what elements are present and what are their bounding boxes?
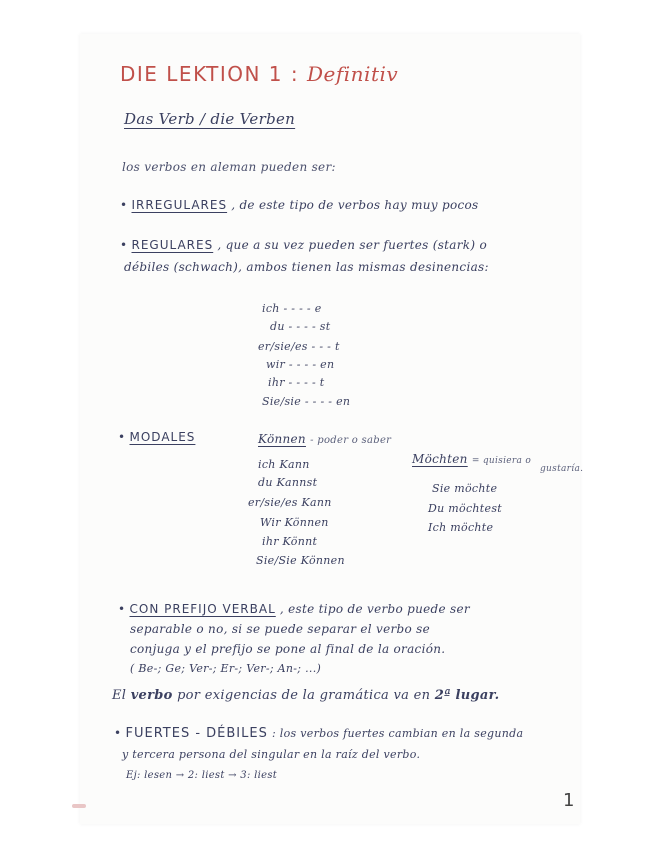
ending-sie: Sie/sie - - - - en [262, 395, 351, 408]
konnen-form-2: du Kannst [258, 476, 318, 489]
irregulares-heading: IRREGULARES [131, 198, 228, 212]
section-subtitle: Das Verb / die Verben [124, 110, 296, 128]
notebook-page [80, 34, 580, 824]
konnen-form-5: ihr Könnt [262, 535, 318, 548]
fuertes-line-3: Ej: lesen → 2: liest → 3: liest [126, 770, 278, 781]
konnen-form-3: er/sie/es Kann [248, 496, 332, 509]
konnen-form-1: ich Kann [258, 458, 310, 471]
regulares-line-1: • REGULARES , que a su vez pueden ser fuertes (stark) o [120, 238, 487, 252]
konnen-heading: Können [258, 432, 306, 446]
mochten-gloss-2: gustaría. [540, 464, 584, 474]
ending-wir: wir - - - - en [266, 358, 335, 371]
page-title [120, 62, 398, 86]
ending-ihr: ihr - - - - t [268, 376, 325, 389]
mochten-gloss: = quisiera o [471, 456, 532, 466]
regulares-line-2: débiles (schwach), ambos tienen las mismas desinencias: [124, 260, 489, 274]
modales-heading: MODALES [129, 430, 196, 444]
konnen-gloss: - poder o saber [310, 435, 392, 446]
konnen-form-4: Wir Können [260, 516, 329, 529]
prefijo-line-2: separable o no, si se puede separar el verbo se [130, 622, 431, 636]
ending-er: er/sie/es - - - t [258, 340, 340, 353]
modales-line: • MODALES [118, 430, 196, 444]
ending-du: du - - - - st [270, 320, 331, 333]
rule-text-d: 2ª lugar. [434, 688, 500, 703]
mochten-heading: Möchten [412, 452, 468, 466]
prefijo-line-4: ( Be-; Ge; Ver-; Er-; Ver-; An-; ...) [130, 662, 322, 675]
ending-ich: ich - - - - e [262, 302, 322, 315]
mochten-form-1: Sie möchte [432, 482, 498, 495]
konnen-form-6: Sie/Sie Können [256, 554, 345, 567]
prefijo-text-1: , este tipo de verbo puede ser [279, 602, 470, 616]
fuertes-text-1: : los verbos fuertes cambian en la segunda [271, 727, 524, 740]
prefijo-line-1: • CON PREFIJO VERBAL , este tipo de verbo puede ser [118, 602, 470, 616]
irregulares-line: • IRREGULARES , de este tipo de verbos hay muy pocos [120, 198, 479, 212]
title-topic: Definitiv [307, 62, 399, 86]
fuertes-heading: FUERTES - DÉBILES [125, 726, 268, 741]
konnen-heading-line [258, 432, 391, 446]
regulares-text-1: , que a su vez pueden ser fuertes (stark) o [217, 238, 487, 252]
ink-smudge [72, 804, 86, 808]
rule-text-b: verbo [130, 688, 173, 703]
regulares-heading: REGULARES [131, 238, 214, 252]
fuertes-line-1: • FUERTES - DÉBILES : los verbos fuertes cambian en la segunda [114, 726, 524, 741]
prefijo-line-3: conjuga y el prefijo se pone al final de la oración. [130, 642, 446, 656]
intro-text: los verbos en aleman pueden ser: [122, 160, 336, 174]
page-number: 1 [563, 790, 575, 811]
grammar-rule [112, 688, 499, 703]
title-lesson: DIE LEKTION 1 : [120, 62, 300, 86]
rule-text-a: El [112, 688, 127, 703]
rule-text-c: por exigencias de la gramática va en [177, 688, 431, 703]
prefijo-heading: CON PREFIJO VERBAL [129, 602, 276, 616]
mochten-form-3: Ich möchte [428, 521, 494, 534]
irregulares-text: , de este tipo de verbos hay muy pocos [231, 198, 479, 212]
mochten-heading-line [412, 452, 531, 466]
mochten-form-2: Du möchtest [428, 502, 502, 515]
fuertes-line-2: y tercera persona del singular en la raíz del verbo. [122, 748, 421, 761]
